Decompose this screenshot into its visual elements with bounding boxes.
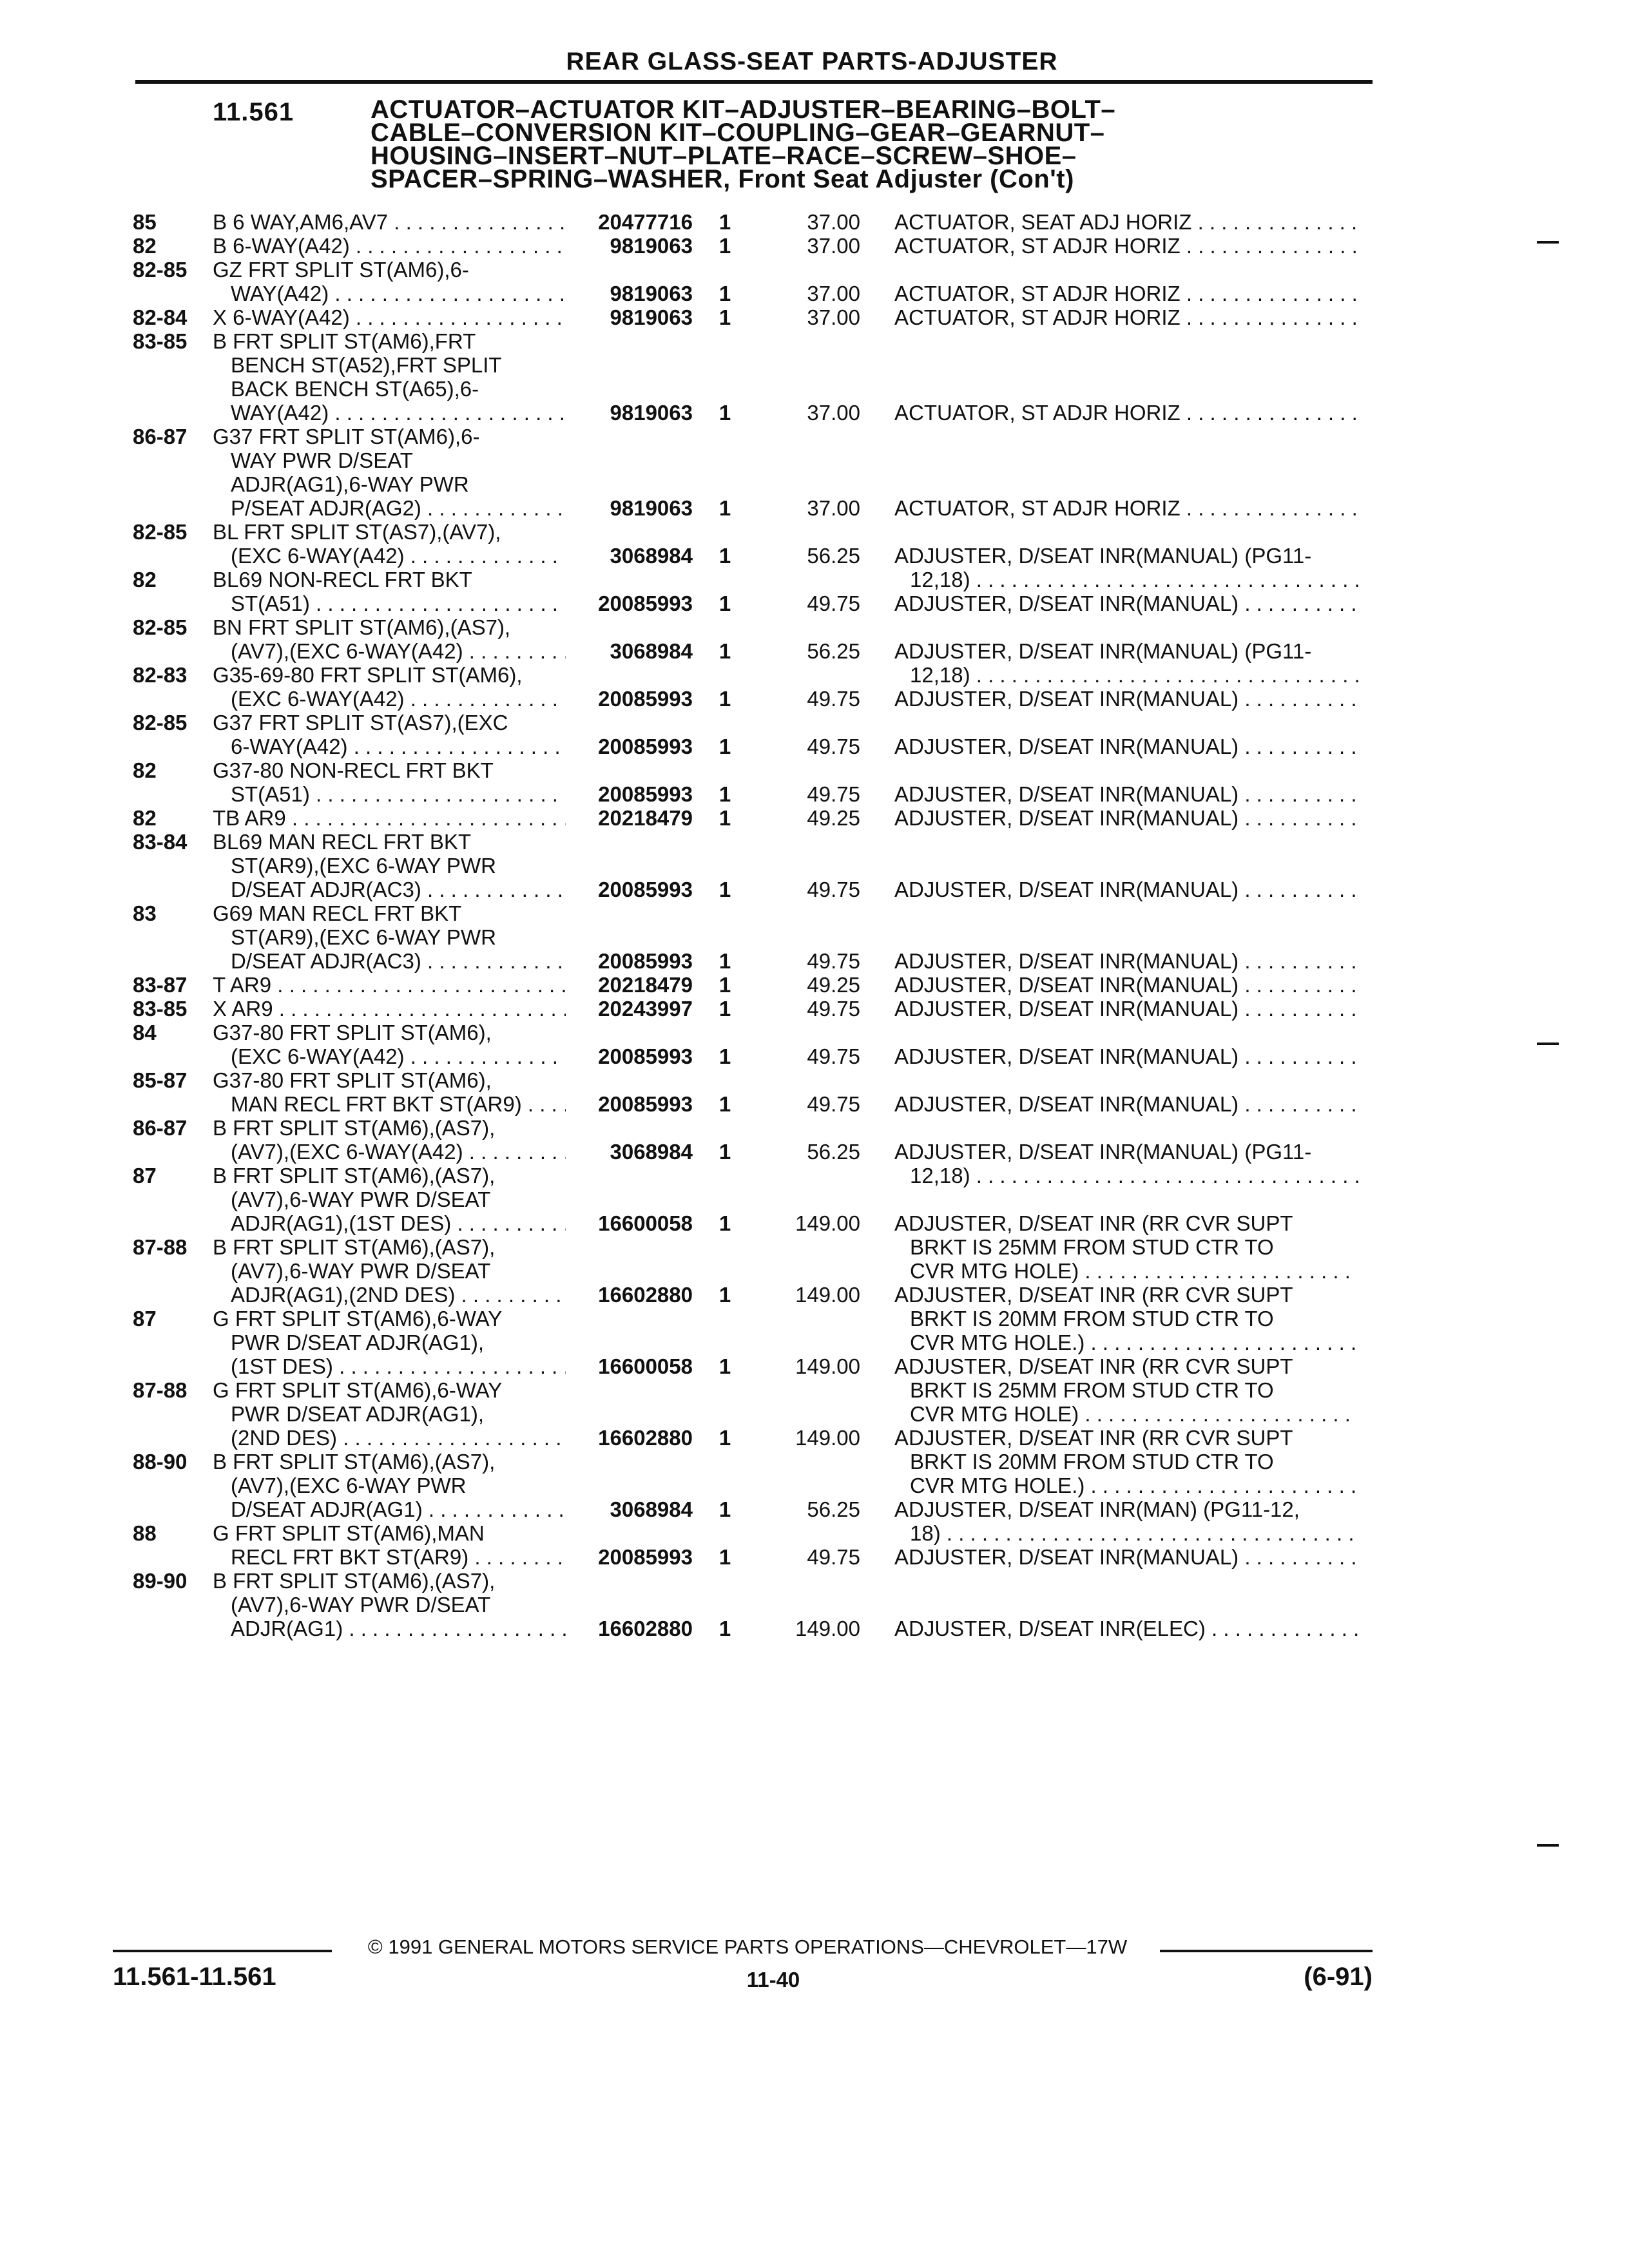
model-years: 88-90 [133, 1450, 188, 1474]
part-number: 20085993 [598, 1092, 693, 1116]
price: 149.00 [795, 1426, 860, 1450]
usage-description [213, 1021, 566, 1068]
price: 49.25 [807, 973, 860, 997]
model-years: 82 [133, 806, 157, 830]
part-number: 20085993 [598, 782, 693, 806]
parts-row [0, 425, 1629, 520]
parts-row [0, 258, 1629, 305]
usage-line: B FRT SPLIT ST(AM6),FRT [213, 329, 476, 353]
part-name [894, 949, 1358, 973]
model-years: 82-83 [133, 663, 188, 687]
part-name-line: ADJUSTER, D/SEAT INR (RR CVR SUPT [894, 1354, 1293, 1378]
quantity: 1 [718, 782, 731, 806]
usage-line: B 6 WAY,AM6,AV7 . . . [213, 210, 566, 234]
parts-row [0, 234, 1629, 258]
part-name-line: ADJUSTER, D/SEAT INR(MANUAL) . . . [894, 1092, 1358, 1116]
part-name [894, 210, 1358, 234]
price: 37.00 [807, 282, 860, 305]
usage-line: ST(AR9),(EXC 6-WAY PWR [231, 925, 496, 949]
usage-line: BN FRT SPLIT ST(AM6),(AS7), [213, 615, 511, 639]
model-years: 82 [133, 758, 157, 782]
usage-description [213, 305, 566, 329]
model-years: 82-85 [133, 258, 188, 282]
part-number: 9819063 [610, 401, 693, 425]
part-name-line: ADJUSTER, D/SEAT INR(MANUAL) . . . [894, 1545, 1358, 1569]
part-name [894, 234, 1358, 258]
parts-row [0, 329, 1629, 425]
usage-line: (EXC 6-WAY(A42) . . . [213, 544, 566, 568]
usage-line: (AV7),6-WAY PWR D/SEAT [231, 1259, 491, 1283]
section-heading-line: ACTUATOR–ACTUATOR KIT–ADJUSTER–BEARING–BOLT– [371, 95, 1116, 124]
quantity: 1 [718, 1617, 731, 1640]
part-number: 20085993 [598, 949, 693, 973]
parts-row [0, 1021, 1629, 1068]
part-name-line: ADJUSTER, D/SEAT INR (RR CVR SUPT [894, 1211, 1293, 1235]
part-name-line: 12,18) . . . [894, 1164, 1358, 1187]
usage-line: G FRT SPLIT ST(AM6),MAN [213, 1521, 485, 1545]
part-name-line: BRKT IS 20MM FROM STUD CTR TO [910, 1450, 1274, 1474]
price: 49.75 [807, 591, 860, 615]
parts-row [0, 210, 1629, 234]
price: 149.00 [795, 1283, 860, 1307]
part-number: 20085993 [598, 735, 693, 758]
part-number: 20477716 [598, 210, 693, 234]
section-heading [371, 95, 1466, 193]
usage-line: (2ND DES) . . . [213, 1426, 566, 1450]
page-number: 11-40 [746, 1968, 800, 1992]
usage-line: G37-80 NON-RECL FRT BKT [213, 758, 494, 782]
page-reference: 11.561-11.561 [113, 1963, 276, 1991]
usage-line: G69 MAN RECL FRT BKT [213, 901, 462, 925]
quantity: 1 [718, 305, 731, 329]
part-name-line: CVR MTG HOLE.) . . . [894, 1474, 1358, 1497]
part-number: 20218479 [598, 973, 693, 997]
usage-description [213, 663, 566, 711]
price: 49.75 [807, 997, 860, 1021]
part-number: 9819063 [610, 234, 693, 258]
part-name [894, 496, 1358, 520]
part-name-line: ADJUSTER, D/SEAT INR (RR CVR SUPT [894, 1426, 1293, 1450]
quantity: 1 [718, 1545, 731, 1569]
usage-description [213, 830, 566, 901]
footer-rule [1160, 1950, 1373, 1952]
part-number: 20085993 [598, 687, 693, 711]
quantity: 1 [718, 544, 731, 568]
part-name [894, 1092, 1358, 1116]
usage-line: MAN RECL FRT BKT ST(AR9) . . . [213, 1092, 566, 1116]
model-years: 83-85 [133, 329, 188, 353]
usage-line: B FRT SPLIT ST(AM6),(AS7), [213, 1164, 496, 1187]
margin-mark [1537, 1043, 1559, 1045]
quantity: 1 [718, 1140, 731, 1164]
quantity: 1 [718, 591, 731, 615]
section-heading-line: CABLE–CONVERSION KIT–COUPLING–GEAR–GEARNUT– [371, 119, 1105, 147]
section-heading-line: HOUSING–INSERT–NUT–PLATE–RACE–SCREW–SHOE– [371, 142, 1077, 170]
price: 49.75 [807, 1092, 860, 1116]
usage-description [213, 520, 566, 568]
price: 49.75 [807, 782, 860, 806]
usage-line: B FRT SPLIT ST(AM6),(AS7), [213, 1116, 496, 1140]
usage-line: B FRT SPLIT ST(AM6),(AS7), [213, 1569, 496, 1593]
part-number: 3068984 [610, 1140, 693, 1164]
usage-line: X 6-WAY(A42) . . . [213, 305, 566, 329]
usage-line: (AV7),(EXC 6-WAY(A42) . . . [213, 639, 566, 663]
parts-row [0, 1068, 1629, 1116]
usage-line: (AV7),6-WAY PWR D/SEAT [231, 1593, 491, 1617]
parts-list [0, 210, 1629, 1640]
parts-row [0, 711, 1629, 758]
model-years: 87-88 [133, 1378, 188, 1402]
model-years: 86-87 [133, 425, 188, 448]
footer-rule [113, 1950, 332, 1952]
model-years: 88 [133, 1521, 157, 1545]
usage-line: B FRT SPLIT ST(AM6),(AS7), [213, 1235, 496, 1259]
part-name [894, 878, 1358, 901]
usage-line: PWR D/SEAT ADJR(AG1), [231, 1402, 485, 1426]
quantity: 1 [718, 997, 731, 1021]
quantity: 1 [718, 806, 731, 830]
section-heading-line: SPACER–SPRING–WASHER, Front Seat Adjuster (Con't) [371, 165, 1074, 193]
part-name [894, 1044, 1358, 1068]
price: 56.25 [807, 1497, 860, 1521]
usage-line: (AV7),6-WAY PWR D/SEAT [231, 1187, 491, 1211]
usage-line: ADJR(AG1),6-WAY PWR [231, 472, 469, 496]
price: 37.00 [807, 234, 860, 258]
usage-line: 6-WAY(A42) . . . [213, 735, 566, 758]
part-name-line: ADJUSTER, D/SEAT INR(MANUAL) . . . [894, 735, 1358, 758]
quantity: 1 [718, 687, 731, 711]
part-number: 9819063 [610, 305, 693, 329]
model-years: 89-90 [133, 1569, 188, 1593]
section-number: 11.561 [213, 98, 294, 126]
parts-row [0, 1569, 1629, 1640]
part-name-line: BRKT IS 25MM FROM STUD CTR TO [910, 1378, 1274, 1402]
quantity: 1 [718, 1497, 731, 1521]
price: 37.00 [807, 401, 860, 425]
usage-line: G37 FRT SPLIT ST(AS7),(EXC [213, 711, 508, 735]
part-number: 16600058 [598, 1354, 693, 1378]
parts-row [0, 568, 1629, 615]
model-years: 87 [133, 1164, 157, 1187]
parts-row [0, 1521, 1629, 1569]
quantity: 1 [718, 1283, 731, 1307]
usage-description [213, 234, 566, 258]
usage-description [213, 1521, 566, 1569]
part-name-line: ACTUATOR, ST ADJR HORIZ . . . [894, 305, 1358, 329]
usage-description [213, 711, 566, 758]
price: 49.25 [807, 806, 860, 830]
usage-line: BL69 MAN RECL FRT BKT [213, 830, 472, 854]
part-name-line: BRKT IS 20MM FROM STUD CTR TO [910, 1307, 1274, 1331]
part-name-line: ADJUSTER, D/SEAT INR(MANUAL) . . . [894, 806, 1358, 830]
part-name-line: ADJUSTER, D/SEAT INR(MANUAL) . . . [894, 973, 1358, 997]
model-years: 82-84 [133, 305, 188, 329]
usage-line: (AV7),(EXC 6-WAY PWR [231, 1474, 467, 1497]
quantity: 1 [718, 1092, 731, 1116]
usage-line: WAY PWR D/SEAT [231, 448, 413, 472]
usage-line: ADJR(AG1),(1ST DES) . . . [213, 1211, 566, 1235]
part-name-line: CVR MTG HOLE) . . . [894, 1402, 1358, 1426]
model-years: 82 [133, 568, 157, 591]
part-number: 20243997 [598, 997, 693, 1021]
part-name-line: ADJUSTER, D/SEAT INR(MANUAL) . . . [894, 878, 1358, 901]
part-name-line: ADJUSTER, D/SEAT INR(MANUAL) . . . [894, 1044, 1358, 1068]
part-name [894, 806, 1358, 830]
model-years: 87-88 [133, 1235, 188, 1259]
part-number: 20085993 [598, 1545, 693, 1569]
model-years: 82-85 [133, 615, 188, 639]
part-number: 20085993 [598, 878, 693, 901]
page-date: (6-91) [1304, 1963, 1373, 1991]
quantity: 1 [718, 282, 731, 305]
usage-line: (1ST DES) . . . [213, 1354, 566, 1378]
usage-description [213, 806, 566, 830]
parts-row [0, 663, 1629, 711]
usage-description [213, 1235, 566, 1307]
price: 49.75 [807, 878, 860, 901]
part-name-line: ACTUATOR, ST ADJR HORIZ . . . [894, 401, 1358, 425]
model-years: 83-85 [133, 997, 188, 1021]
usage-line: ST(A51) . . . [213, 782, 566, 806]
price: 49.75 [807, 735, 860, 758]
price: 149.00 [795, 1617, 860, 1640]
part-number: 9819063 [610, 282, 693, 305]
usage-description [213, 901, 566, 973]
quantity: 1 [718, 878, 731, 901]
model-years: 87 [133, 1307, 157, 1331]
quantity: 1 [718, 234, 731, 258]
price: 37.00 [807, 305, 860, 329]
part-name-line: ADJUSTER, D/SEAT INR(MANUAL) (PG11- [894, 544, 1312, 568]
margin-mark [1537, 241, 1559, 244]
usage-line: P/SEAT ADJR(AG2) . . . [213, 496, 566, 520]
part-name-line: ADJUSTER, D/SEAT INR(MAN) (PG11-12, [894, 1497, 1300, 1521]
part-name [894, 401, 1358, 425]
usage-line: G FRT SPLIT ST(AM6),6-WAY [213, 1307, 503, 1331]
usage-description [213, 997, 566, 1021]
price: 37.00 [807, 210, 860, 234]
part-name [894, 973, 1358, 997]
usage-line: RECL FRT BKT ST(AR9) . . . [213, 1545, 566, 1569]
usage-line: ADJR(AG1) . . . [213, 1617, 566, 1640]
usage-description [213, 1164, 566, 1235]
parts-row [0, 973, 1629, 997]
part-name-line: BRKT IS 25MM FROM STUD CTR TO [910, 1235, 1274, 1259]
model-years: 83-87 [133, 973, 188, 997]
price: 49.75 [807, 1044, 860, 1068]
usage-line: BL FRT SPLIT ST(AS7),(AV7), [213, 520, 501, 544]
usage-line: (EXC 6-WAY(A42) . . . [213, 1044, 566, 1068]
price: 149.00 [795, 1354, 860, 1378]
part-name-line: CVR MTG HOLE) . . . [894, 1259, 1358, 1283]
part-number: 20218479 [598, 806, 693, 830]
page-title: REAR GLASS-SEAT PARTS-ADJUSTER [566, 48, 1058, 75]
part-number: 20085993 [598, 591, 693, 615]
footer-copyright: © 1991 GENERAL MOTORS SERVICE PARTS OPERATIONS—CHEVROLET—17W [367, 1936, 1128, 1958]
parts-row [0, 997, 1629, 1021]
usage-description [213, 973, 566, 997]
part-name-line: ADJUSTER, D/SEAT INR (RR CVR SUPT [894, 1283, 1293, 1307]
usage-description [213, 568, 566, 615]
usage-line: G37-80 FRT SPLIT ST(AM6), [213, 1068, 492, 1092]
parts-row [0, 758, 1629, 806]
part-name-line: 12,18) . . . [894, 568, 1358, 591]
part-name-line: ACTUATOR, SEAT ADJ HORIZ . . . [894, 210, 1358, 234]
part-name-line: ADJUSTER, D/SEAT INR(MANUAL) (PG11- [894, 639, 1312, 663]
part-number: 9819063 [610, 496, 693, 520]
parts-row [0, 901, 1629, 973]
usage-line: D/SEAT ADJR(AC3) . . . [213, 878, 566, 901]
part-name-line: ADJUSTER, D/SEAT INR(MANUAL) . . . [894, 997, 1358, 1021]
quantity: 1 [718, 1211, 731, 1235]
part-number: 16602880 [598, 1283, 693, 1307]
usage-description [213, 258, 566, 305]
margin-mark [1537, 1844, 1559, 1847]
usage-line: (EXC 6-WAY(A42) . . . [213, 687, 566, 711]
usage-description [213, 210, 566, 234]
model-years: 86-87 [133, 1116, 188, 1140]
part-number: 16602880 [598, 1426, 693, 1450]
parts-row [0, 1116, 1629, 1187]
parts-row [0, 305, 1629, 329]
usage-line: BL69 NON-RECL FRT BKT [213, 568, 472, 591]
part-number: 3068984 [610, 544, 693, 568]
usage-line: ADJR(AG1),(2ND DES) . . . [213, 1283, 566, 1307]
part-name-line: CVR MTG HOLE.) . . . [894, 1331, 1358, 1354]
part-number: 3068984 [610, 639, 693, 663]
part-name-line: ADJUSTER, D/SEAT INR(MANUAL) . . . [894, 591, 1358, 615]
part-number: 20085993 [598, 1044, 693, 1068]
part-name [894, 687, 1358, 711]
usage-description [213, 1378, 566, 1450]
model-years: 82 [133, 234, 157, 258]
part-number: 16600058 [598, 1211, 693, 1235]
usage-line: BENCH ST(A52),FRT SPLIT [231, 353, 502, 377]
quantity: 1 [718, 496, 731, 520]
model-years: 84 [133, 1021, 157, 1044]
part-name-line: ADJUSTER, D/SEAT INR(MANUAL) (PG11- [894, 1140, 1312, 1164]
model-years: 82-85 [133, 520, 188, 544]
quantity: 1 [718, 973, 731, 997]
model-years: 85 [133, 210, 157, 234]
usage-description [213, 1307, 566, 1378]
model-years: 83 [133, 901, 157, 925]
usage-line: GZ FRT SPLIT ST(AM6),6- [213, 258, 469, 282]
price: 149.00 [795, 1211, 860, 1235]
parts-row [0, 806, 1629, 830]
quantity: 1 [718, 639, 731, 663]
usage-description [213, 1068, 566, 1116]
part-name [894, 282, 1358, 305]
usage-line: WAY(A42) . . . [213, 401, 566, 425]
quantity: 1 [718, 1354, 731, 1378]
usage-line: D/SEAT ADJR(AG1) . . . [213, 1497, 566, 1521]
usage-line: B 6-WAY(A42) . . . [213, 234, 566, 258]
part-name-line: ADJUSTER, D/SEAT INR(MANUAL) . . . [894, 687, 1358, 711]
model-years: 83-84 [133, 830, 188, 854]
part-name-line: ADJUSTER, D/SEAT INR(MANUAL) . . . [894, 949, 1358, 973]
usage-line: X AR9 . . . [213, 997, 566, 1021]
part-name-line: 18) . . . [894, 1521, 1358, 1545]
price: 56.25 [807, 544, 860, 568]
part-name-line: ACTUATOR, ST ADJR HORIZ . . . [894, 234, 1358, 258]
usage-line: T AR9 . . . [213, 973, 566, 997]
quantity: 1 [718, 949, 731, 973]
usage-line: D/SEAT ADJR(AC3) . . . [213, 949, 566, 973]
quantity: 1 [718, 1044, 731, 1068]
price: 49.75 [807, 949, 860, 973]
usage-line: WAY(A42) . . . [213, 282, 566, 305]
quantity: 1 [718, 401, 731, 425]
quantity: 1 [718, 1426, 731, 1450]
usage-line: TB AR9 . . . [213, 806, 566, 830]
part-name-line: ADJUSTER, D/SEAT INR(MANUAL) . . . [894, 782, 1358, 806]
price: 49.75 [807, 687, 860, 711]
usage-line: G37-80 FRT SPLIT ST(AM6), [213, 1021, 492, 1044]
part-name [894, 735, 1358, 758]
usage-line: BACK BENCH ST(A65),6- [231, 377, 479, 401]
usage-line: ST(AR9),(EXC 6-WAY PWR [231, 854, 496, 878]
usage-line: (AV7),(EXC 6-WAY(A42) . . . [213, 1140, 566, 1164]
model-years: 82-85 [133, 711, 188, 735]
parts-row [0, 830, 1629, 901]
usage-line: B FRT SPLIT ST(AM6),(AS7), [213, 1450, 496, 1474]
part-number: 3068984 [610, 1497, 693, 1521]
price: 56.25 [807, 639, 860, 663]
usage-description [213, 425, 566, 520]
price: 49.75 [807, 1545, 860, 1569]
usage-line: G FRT SPLIT ST(AM6),6-WAY [213, 1378, 503, 1402]
part-name [894, 305, 1358, 329]
usage-description [213, 615, 566, 663]
part-name [894, 1617, 1358, 1640]
usage-line: PWR D/SEAT ADJR(AG1), [231, 1331, 485, 1354]
part-name [894, 782, 1358, 806]
part-name [894, 1545, 1358, 1569]
title-rule [135, 80, 1373, 84]
quantity: 1 [718, 735, 731, 758]
usage-description [213, 1569, 566, 1640]
usage-description [213, 1450, 566, 1521]
part-name-line: ACTUATOR, ST ADJR HORIZ . . . [894, 496, 1358, 520]
usage-line: G37 FRT SPLIT ST(AM6),6- [213, 425, 480, 448]
price: 56.25 [807, 1140, 860, 1164]
usage-description [213, 1116, 566, 1164]
model-years: 85-87 [133, 1068, 188, 1092]
usage-description [213, 329, 566, 425]
part-name-line: ADJUSTER, D/SEAT INR(ELEC) . . . [894, 1617, 1358, 1640]
usage-line: ST(A51) . . . [213, 591, 566, 615]
part-name-line: 12,18) . . . [894, 663, 1358, 687]
usage-line: G35-69-80 FRT SPLIT ST(AM6), [213, 663, 523, 687]
usage-description [213, 758, 566, 806]
part-name-line: ACTUATOR, ST ADJR HORIZ . . . [894, 282, 1358, 305]
price: 37.00 [807, 496, 860, 520]
quantity: 1 [718, 210, 731, 234]
part-name [894, 591, 1358, 615]
part-name [894, 997, 1358, 1021]
part-number: 16602880 [598, 1617, 693, 1640]
